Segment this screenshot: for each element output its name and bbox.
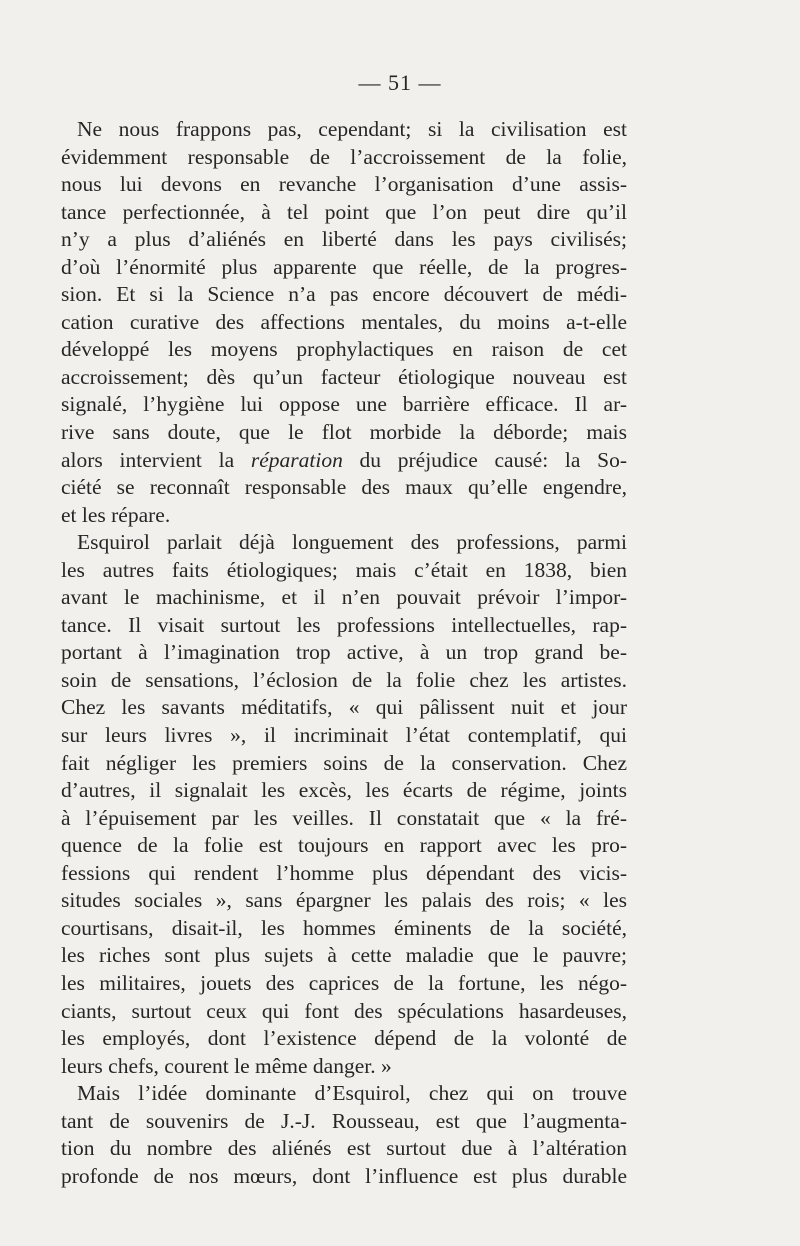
italic-word: réparation	[250, 447, 343, 472]
text-line: à l’épuisement par les veilles. Il constatait que « la fré-	[61, 805, 627, 830]
text-line: portant à l’imagination trop active, à un trop grand be-	[61, 640, 627, 665]
text-line: Esquirol parlait déjà longuement des professions, parmi	[77, 530, 627, 555]
text-line: sur leurs livres », il incriminait l’état contemplatif, qui	[61, 723, 627, 748]
text-line: fessions qui rendent l’homme plus dépendant des vicis-	[61, 860, 627, 885]
text-line: les employés, dont l’existence dépend de la volonté de	[61, 1026, 627, 1051]
text-line: sion. Et si la Science n’a pas encore découvert de médi-	[61, 282, 627, 307]
text-line: les autres faits étiologiques; mais c’était en 1838, bien	[61, 557, 627, 582]
text-line: signalé, l’hygiène lui oppose une barrière efficace. Il ar-	[61, 392, 627, 417]
text-line: cation curative des affections mentales, du moins a-t-elle	[61, 309, 627, 334]
text-line: tion du nombre des aliénés est surtout due à l’altération	[61, 1136, 627, 1161]
text-line: profonde de nos mœurs, dont l’influence est plus durable	[61, 1163, 627, 1188]
text-line: nous lui devons en revanche l’organisation d’une assis-	[61, 172, 627, 197]
text-line: Chez les savants méditatifs, « qui pâlissent nuit et jour	[61, 695, 627, 720]
text-line: d’autres, il signalait les excès, les écarts de régime, joints	[61, 778, 627, 803]
text-line: d’où l’énormité plus apparente que réelle, de la progres-	[61, 254, 627, 279]
text-line: leurs chefs, courent le même danger. »	[61, 1053, 392, 1078]
text-line: et les répare.	[61, 502, 171, 527]
text-line: ciété se reconnaît responsable des maux qu’elle engendre,	[61, 475, 627, 500]
text-line: les militaires, jouets des caprices de la fortune, les négo-	[61, 970, 627, 995]
text-line: soin de sensations, l’éclosion de la folie chez les artistes.	[61, 667, 627, 692]
text-line: n’y a plus d’aliénés en liberté dans les pays civilisés;	[61, 227, 627, 252]
text-line: les riches sont plus sujets à cette maladie que le pauvre;	[61, 943, 627, 968]
text-line	[61, 447, 627, 475]
text-line: évidemment responsable de l’accroissement de la folie,	[61, 144, 627, 169]
text-line: fait négliger les premiers soins de la conservation. Chez	[61, 750, 627, 775]
page-number: — 51 —	[358, 70, 442, 95]
text-line: accroissement; dès qu’un facteur étiologique nouveau est	[61, 364, 627, 389]
text-segment: du préjudice causé: la So-	[342, 447, 627, 472]
text-line: quence de la folie est toujours en rapport avec les pro-	[61, 833, 627, 858]
text-line: situdes sociales », sans épargner les palais des rois; « les	[61, 888, 627, 913]
text-line: développé les moyens prophylactiques en raison de cet	[61, 337, 627, 362]
text-line: tance. Il visait surtout les professions intellectuelles, rap-	[61, 612, 627, 637]
text-line: tant de souvenirs de J.-J. Rousseau, est que l’augmenta-	[61, 1108, 627, 1133]
text-line: rive sans doute, que le flot morbide la déborde; mais	[61, 420, 627, 445]
text-line: courtisans, disait-il, les hommes éminents de la société,	[61, 915, 627, 940]
text-line: Mais l’idée dominante d’Esquirol, chez qui on trouve	[77, 1081, 627, 1106]
text-segment: alors intervient la	[61, 447, 251, 472]
text-line: Ne nous frappons pas, cependant; si la civilisation est	[77, 117, 627, 141]
text-line: avant le machinisme, et il n’en pouvait prévoir l’impor-	[61, 585, 627, 610]
body-text	[61, 116, 627, 1190]
text-line: tance perfectionnée, à tel point que l’on peut dire qu’il	[61, 199, 627, 224]
text-line: ciants, surtout ceux qui font des spéculations hasardeuses,	[61, 998, 627, 1023]
